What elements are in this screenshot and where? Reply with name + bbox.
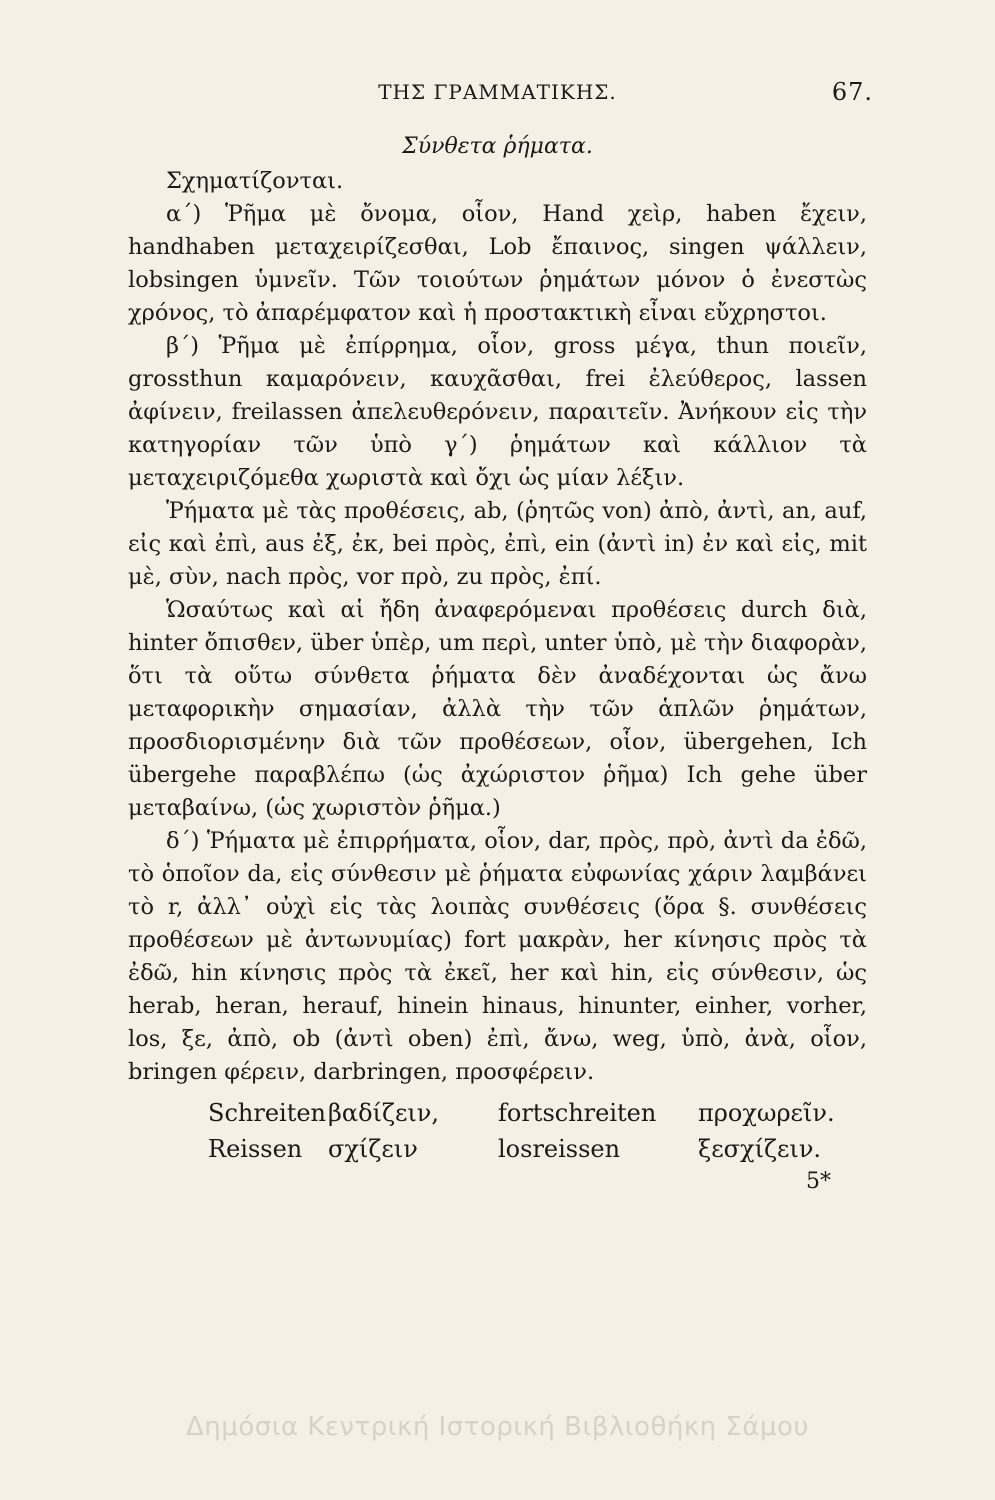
page-number: 67. (831, 78, 873, 106)
paragraph-beta: β΄) Ῥῆμα μὲ ἐπίρρημα, οἷον, gross μέγα, thun ποιεῖν, grossthun καμαρόνειν, καυχᾶσθαι, frei ἐλεύθερος, lassen ἀφίνειν, freilassen ἀπελευθερόνειν, παραιτεῖν. Ἀνήκουν εἰς τὴν κατηγορίαν τῶν ὑπὸ γ΄) ῥημάτων καὶ κάλλιον τὰ μεταχειριζόμεθα χωριστὰ καὶ ὄχι ὡς μίαν λέξιν. (128, 333, 867, 491)
example-greek-compound: προχωρεῖν. (698, 1099, 835, 1127)
example-greek: σχίζειν (328, 1135, 418, 1163)
example-german: Schreiten (208, 1099, 326, 1127)
paragraph-intro: Σχηματίζονται. (166, 168, 344, 194)
section-title: Σύνθετα ῥήματα. (402, 134, 593, 159)
running-head (128, 72, 873, 112)
running-title: ΤΗΣ ΓΡΑΜΜΑΤΙΚΗΣ. (378, 80, 617, 104)
example-german: Reissen (208, 1135, 303, 1163)
paragraph-delta: δ΄) Ῥήματα μὲ ἐπιρρήματα, οἷον, dar, πρὸς, πρὸ, ἀντὶ da ἐδῶ, τὸ ὁποῖον da, εἰς σύνθεσιν μὲ ῥήματα εὐφωνίας χάριν λαμβάνει τὸ r, ἀλλ᾽ οὐχὶ εἰς τὰς λοιπὰς συνθέσεις (ὅρα §. συνθέσεις προθέσεων μὲ ἀντωνυμίας) fort μακρὰν, her κίνησις πρὸς τὰ ἐδῶ, hin κίνησις πρὸς τὰ ἐκεῖ, her καὶ hin, εἰς σύνθεσιν, ὡς herab, heran, herauf, hinein hinaus, hinunter, einher, vorher, los, ξε, ἀπὸ, ob (ἀντὶ oben) ἐπὶ, ἄνω, weg, ὑπὸ, ἀνὰ, οἷον, bringen φέρειν, darbringen, προσφέρειν. (128, 828, 867, 1085)
example-german-compound: losreissen (498, 1135, 621, 1163)
example-row (128, 1095, 867, 1131)
example-row (128, 1131, 867, 1167)
paragraph-prepositions: Ῥήματα μὲ τὰς προθέσεις, ab, (ῥητῶς von) ἀπὸ, ἀντὶ, an, auf, εἰς καὶ ἐπὶ, aus ἐξ, ἐκ, bei πρὸς, ἐπὶ, ein (ἀντὶ in) ἐν καὶ εἰς, mit μὲ, σὺν, nach πρὸς, vor πρὸ, zu πρὸς, ἐπί. (128, 498, 867, 590)
example-german-compound: fortschreiten (498, 1099, 657, 1127)
example-greek: βαδίζειν, (328, 1099, 440, 1127)
body-text (128, 165, 867, 1089)
example-pairs (128, 1095, 867, 1167)
library-watermark: Δημόσια Κεντρική Ιστορική Βιβλιοθήκη Σάμου (186, 1412, 809, 1442)
paragraph-likewise: Ὡσαύτως καὶ αἱ ἤδη ἀναφερόμεναι προθέσεις durch διὰ, hinter ὄπισθεν, über ὑπὲρ, um περὶ, unter ὑπὸ, μὲ τὴν διαφορὰν, ὅτι τὰ οὕτω σύνθετα ῥήματα δὲν ἀναδέχονται ὡς ἄνω μεταφορικὴν σημασίαν, ἀλλὰ τὴν τῶν ἁπλῶν ῥημάτων, προσδιορισμένην διὰ τῶν προθέσεων, οἷον, übergehen, Ich übergehe παραβλέπω (ὡς ἀχώριστον ῥῆμα) Ich gehe über μεταβαίνω, (ὡς χωριστὸν ῥῆμα.) (128, 597, 867, 821)
signature-mark: 5* (806, 1169, 831, 1194)
paragraph-alpha: α΄) Ῥῆμα μὲ ὄνομα, οἷον, Hand χεὶρ, haben ἔχειν, handhaben μεταχειρίζεσθαι, Lob ἔπαινος, singen ψάλλειν, lobsingen ὑμνεῖν. Τῶν τοιούτων ῥημάτων μόνον ὁ ἐνεστὼς χρόνος, τὸ ἀπαρέμφατον καὶ ἡ προστακτικὴ εἶναι εὔχρηστοι. (128, 201, 867, 326)
example-greek-compound: ξεσχίζειν. (698, 1135, 822, 1163)
